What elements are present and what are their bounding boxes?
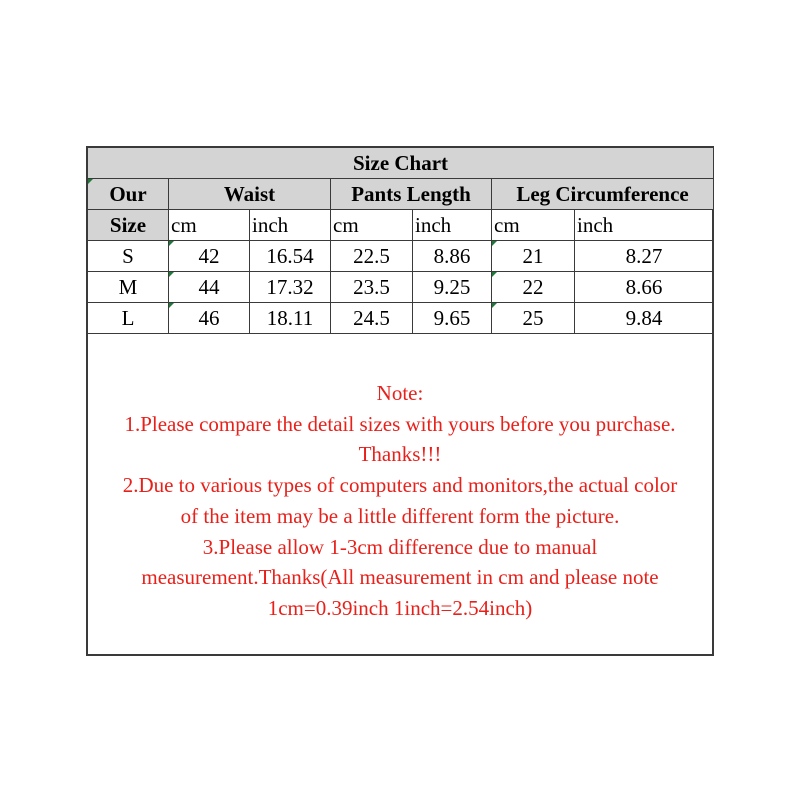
pants-length-header: Pants Length <box>331 179 492 210</box>
leg-inch-value: 8.27 <box>575 241 714 272</box>
note-line: 1.Please compare the detail sizes with yours before you purchase. <box>124 411 676 436</box>
length-inch-value: 9.65 <box>413 303 492 334</box>
leg-cm-value: 25 <box>492 303 575 334</box>
note-line: 3.Please allow 1-3cm difference due to manual <box>202 534 598 559</box>
waist-cm-value: 44 <box>169 272 250 303</box>
table-title: Size Chart <box>88 148 714 179</box>
unit-waist-cm: cm <box>169 210 250 241</box>
waist-cm-value: 46 <box>169 303 250 334</box>
our-size-header-bottom: Size <box>88 210 169 241</box>
note-line: of the item may be a little different form the picture. <box>180 503 620 528</box>
leg-inch-value: 9.84 <box>575 303 714 334</box>
note-line: 1cm=0.39inch 1inch=2.54inch) <box>267 595 533 620</box>
note-line: measurement.Thanks(All measurement in cm and please note <box>141 565 659 590</box>
unit-length-cm: cm <box>331 210 413 241</box>
length-inch-value: 8.86 <box>413 241 492 272</box>
length-cm-value: 22.5 <box>331 241 413 272</box>
size-table <box>87 147 714 334</box>
leg-cm-value: 22 <box>492 272 575 303</box>
waist-cm-value: 42 <box>169 241 250 272</box>
length-cm-value: 23.5 <box>331 272 413 303</box>
size-label: M <box>88 272 169 303</box>
length-inch-value: 9.25 <box>413 272 492 303</box>
our-size-header-top: Our <box>88 179 169 210</box>
note-line: 2.Due to various types of computers and monitors,the actual color <box>122 473 678 498</box>
waist-inch-value: 17.32 <box>250 272 331 303</box>
length-cm-value: 24.5 <box>331 303 413 334</box>
size-label: S <box>88 241 169 272</box>
table-row <box>88 241 714 272</box>
table-row <box>88 272 714 303</box>
table-row <box>88 303 714 334</box>
waist-inch-value: 16.54 <box>250 241 331 272</box>
unit-leg-cm: cm <box>492 210 575 241</box>
note-heading: Note: <box>376 381 424 405</box>
unit-length-inch: inch <box>413 210 492 241</box>
unit-leg-inch: inch <box>575 210 714 241</box>
waist-header: Waist <box>169 179 331 210</box>
size-chart <box>86 146 714 656</box>
leg-inch-value: 8.66 <box>575 272 714 303</box>
waist-inch-value: 18.11 <box>250 303 331 334</box>
note-section <box>88 378 712 624</box>
unit-waist-inch: inch <box>250 210 331 241</box>
leg-circumference-header: Leg Circumference <box>492 179 714 210</box>
note-line: Thanks!!! <box>358 442 442 467</box>
leg-cm-value: 21 <box>492 241 575 272</box>
size-label: L <box>88 303 169 334</box>
